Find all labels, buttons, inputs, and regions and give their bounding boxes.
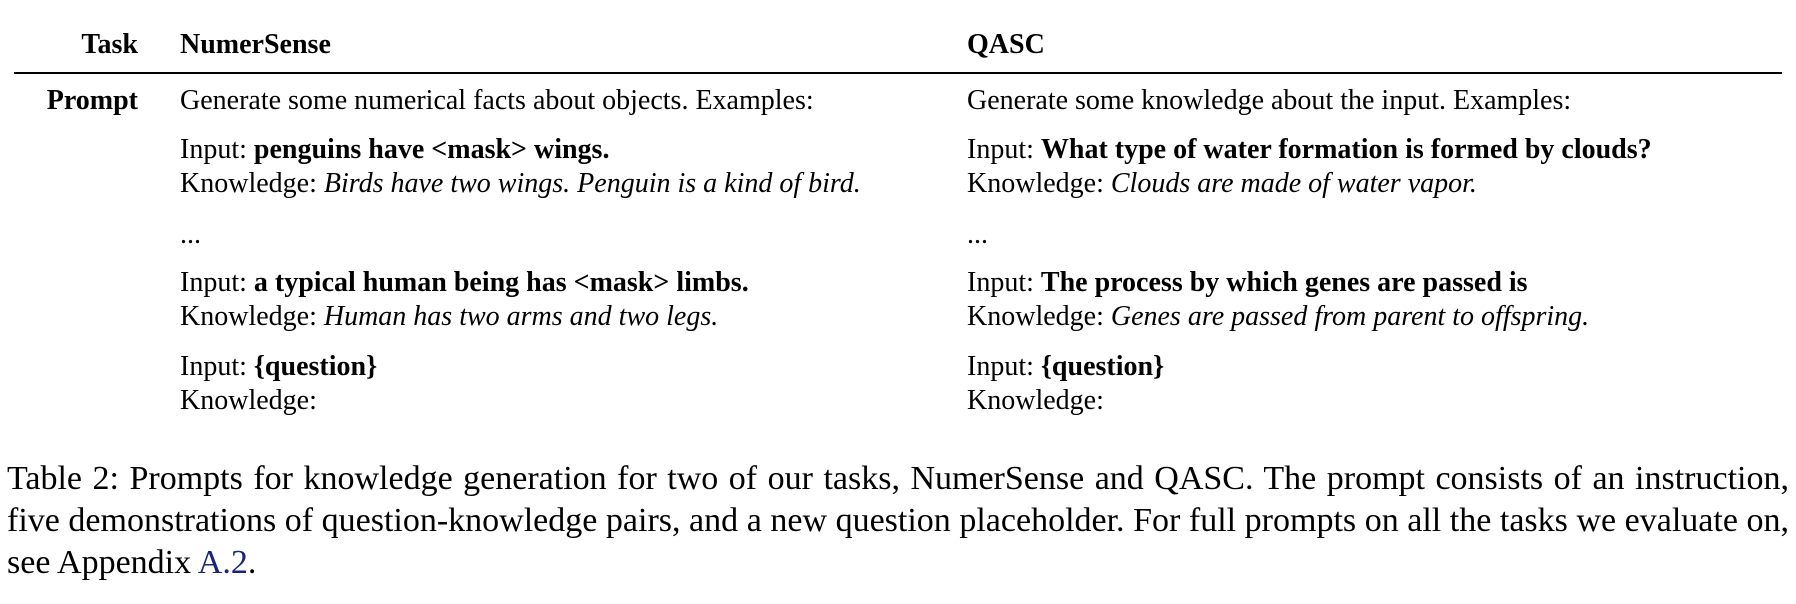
caption-text: Table 2: Prompts for knowledge generation for two of our tasks, NumerSense and QASC. The prompt consists of an instruction, five demonstrations of question-knowledge pairs, and a new question placeholder. For full prompts on all the tasks we evaluate on, see Appendix [7, 460, 1789, 581]
header-numersense: NumerSense [180, 29, 331, 60]
qasc-example2-input: Input: The process by which genes are passed is [967, 267, 1528, 298]
numersense-example1-knowledge: Knowledge: Birds have two wings. Penguin is a kind of bird. [180, 168, 861, 199]
header-rule [14, 72, 1782, 74]
caption-end: . [247, 544, 257, 581]
numersense-example2-knowledge: Knowledge: Human has two arms and two legs. [180, 301, 719, 332]
numersense-question-input: Input: {question} [180, 351, 378, 382]
appendix-link[interactable]: A.2 [197, 544, 248, 581]
numersense-example2-input: Input: a typical human being has <mask> limbs. [180, 267, 749, 298]
numersense-question-knowledge: Knowledge: [180, 385, 317, 416]
qasc-ellipsis: ... [967, 219, 988, 250]
qasc-example1-knowledge: Knowledge: Clouds are made of water vapor. [967, 168, 1477, 199]
qasc-question-input: Input: {question} [967, 351, 1165, 382]
row-label-prompt: Prompt [46, 85, 138, 116]
header-task: Task [81, 29, 138, 60]
qasc-instruction: Generate some knowledge about the input. Examples: [967, 85, 1572, 116]
qasc-example2-knowledge: Knowledge: Genes are passed from parent to offspring. [967, 301, 1590, 332]
numersense-instruction: Generate some numerical facts about objects. Examples: [180, 85, 814, 116]
numersense-example1-input: Input: penguins have <mask> wings. [180, 134, 610, 165]
qasc-question-knowledge: Knowledge: [967, 385, 1104, 416]
numersense-ellipsis: ... [180, 219, 201, 250]
table-caption [7, 458, 1789, 584]
header-qasc: QASC [967, 29, 1045, 60]
qasc-example1-input: Input: What type of water formation is formed by clouds? [967, 134, 1652, 165]
